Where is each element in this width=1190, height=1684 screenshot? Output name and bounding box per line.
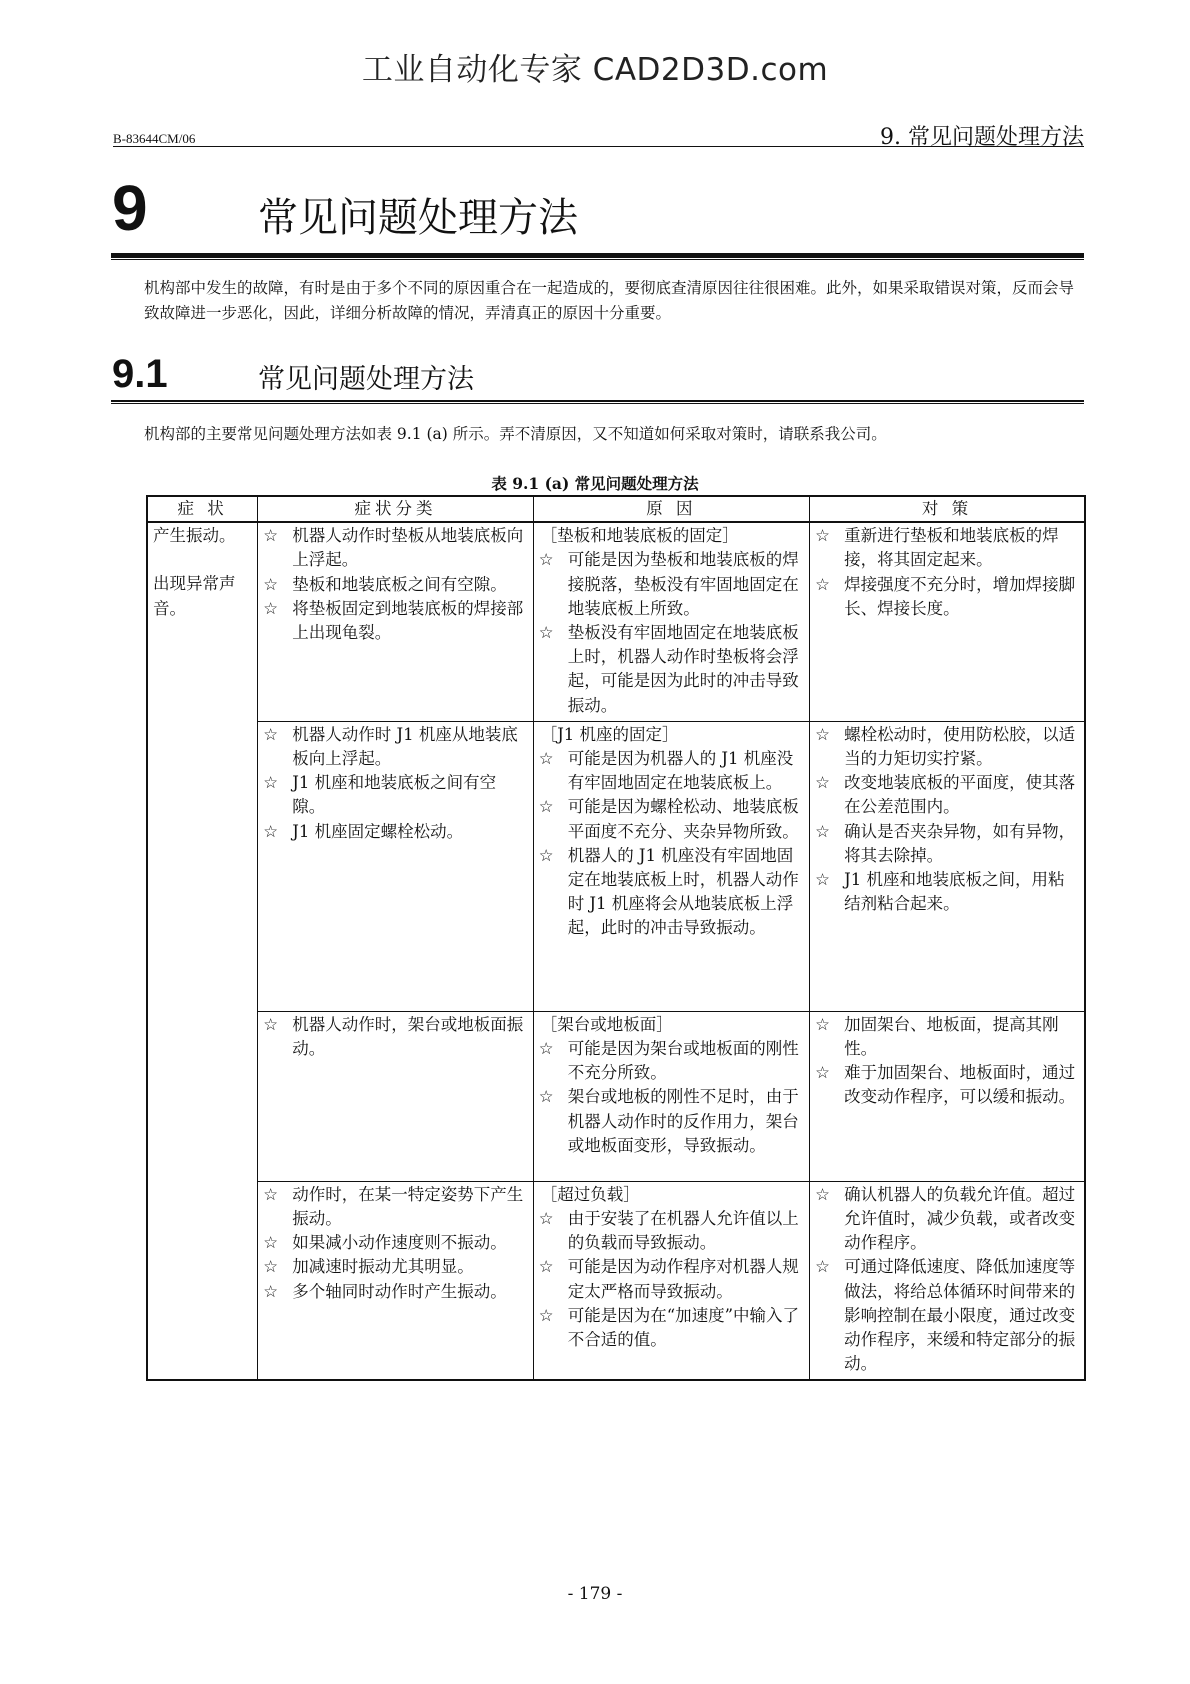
section-number: 9.1 [112, 352, 168, 396]
running-header: 9. 常见问题处理方法 [880, 125, 1084, 150]
list-item: ☆ 垫板没有牢固地固定在地装底板上时，机器人动作时垫板将会浮起，可能是因为此时的冲击导致振动。 [539, 621, 804, 718]
header-classification: 症状分类 [258, 496, 533, 522]
table-header-row [147, 496, 1085, 522]
classification-cell [258, 721, 533, 1011]
list-item: ☆ 动作时，在某一特定姿势下产生振动。 [263, 1183, 527, 1231]
table-row [147, 721, 1085, 1011]
table-caption: 表 9.1 (a) 常见问题处理方法 [491, 474, 699, 493]
table-row [147, 1011, 1085, 1181]
list-item: ☆ 垫板和地装底板之间有空隙。 [263, 573, 527, 597]
symptom-cell-continued [147, 1181, 258, 1380]
list-item: ☆ 可能是因为螺栓松动、地装底板平面度不充分、夹杂异物所致。 [539, 795, 804, 843]
classification-cell [258, 522, 533, 721]
table-row [147, 522, 1085, 721]
list-item: ☆ 多个轴同时动作时产生振动。 [263, 1280, 527, 1304]
measure-cell [810, 721, 1085, 1011]
troubleshooting-table [146, 495, 1086, 1381]
symptom-text: 产生振动。 [153, 526, 236, 546]
list-item: ☆ 可通过降低速度、降低加速度等做法，将给总体循环时间带来的影响控制在最小限度，通过改变动作程序，来缓和特定部分的振动。 [815, 1255, 1079, 1376]
cause-heading: ［垫板和地装底板的固定］ [540, 526, 739, 546]
header-rule [113, 146, 1084, 147]
list-item: ☆ J1 机座和地装底板之间有空隙。 [263, 771, 527, 819]
list-item: ☆ 可能是因为垫板和地装底板的焊接脱落，垫板没有牢固地固定在地装底板上所致。 [539, 548, 804, 621]
list-item: ☆ 机器人的 J1 机座没有牢固地固定在地装底板上时，机器人动作时 J1 机座将会从地装底板上浮起，此时的冲击导致振动。 [539, 844, 804, 941]
list-item: ☆ 加减速时振动尤其明显。 [263, 1255, 527, 1279]
list-item: ☆ 改变地装底板的平面度，使其落在公差范围内。 [815, 771, 1079, 819]
list-item: ☆ 焊接强度不充分时，增加焊接脚长、焊接长度。 [815, 573, 1079, 621]
header-measure: 对 策 [810, 496, 1085, 522]
section-rule [111, 400, 1084, 404]
cause-heading: ［超过负载］ [540, 1184, 640, 1204]
list-item: ☆ 如果减小动作速度则不振动。 [263, 1231, 527, 1255]
header-cause: 原 因 [533, 496, 809, 522]
cause-cell [533, 721, 809, 1011]
measure-cell [810, 1181, 1085, 1380]
list-item: ☆ 确认是否夹杂异物，如有异物，将其去除掉。 [815, 820, 1079, 868]
cause-cell [533, 522, 809, 721]
symptom-cell-continued [147, 1011, 258, 1181]
symptom-cell [147, 522, 258, 721]
list-item: ☆ 机器人动作时 J1 机座从地装底板向上浮起。 [263, 723, 527, 771]
cause-cell [533, 1181, 809, 1380]
measure-cell [810, 1011, 1085, 1181]
list-item: ☆ J1 机座和地装底板之间，用粘结剂粘合起来。 [815, 868, 1079, 916]
list-item: ☆ 机器人动作时垫板从地装底板向上浮起。 [263, 524, 527, 572]
list-item: ☆ 将垫板固定到地装底板的焊接部上出现龟裂。 [263, 597, 527, 645]
list-item: ☆ 难于加固架台、地板面时，通过改变动作程序，可以缓和振动。 [815, 1061, 1079, 1109]
classification-cell [258, 1181, 533, 1380]
measure-cell [810, 522, 1085, 721]
list-item: ☆ 螺栓松动时，使用防松胶，以适当的力矩切实拧紧。 [815, 723, 1079, 771]
list-item: ☆ 由于安装了在机器人允许值以上的负载而导致振动。 [539, 1207, 804, 1255]
list-item: ☆ J1 机座固定螺栓松动。 [263, 820, 527, 844]
chapter-title: 常见问题处理方法 [258, 195, 578, 241]
list-item: ☆ 可能是因为在“加速度”中输入了不合适的值。 [539, 1304, 804, 1352]
watermark: 工业自动化专家 CAD2D3D.com [361, 52, 829, 88]
list-item: ☆ 可能是因为动作程序对机器人规定太严格而导致振动。 [539, 1255, 804, 1303]
section-title: 常见问题处理方法 [258, 364, 474, 395]
classification-cell [258, 1011, 533, 1181]
cause-cell [533, 1011, 809, 1181]
cause-heading: ［架台或地板面］ [540, 1014, 673, 1034]
list-item: ☆ 重新进行垫板和地装底板的焊接，将其固定起来。 [815, 524, 1079, 572]
chapter-rule [111, 253, 1084, 260]
list-item: ☆ 可能是因为机器人的 J1 机座没有牢固地固定在地装底板上。 [539, 747, 804, 795]
page-number: - 179 - [567, 1584, 623, 1604]
list-item: ☆ 加固架台、地板面，提高其刚性。 [815, 1013, 1079, 1061]
cause-heading: ［J1 机座的固定］ [540, 724, 679, 744]
symptom-cell-continued [147, 721, 258, 1011]
chapter-number: 9 [112, 172, 148, 244]
doc-id: B-83644CM/06 [113, 131, 196, 146]
list-item: ☆ 机器人动作时，架台或地板面振动。 [263, 1013, 527, 1061]
list-item: ☆ 可能是因为架台或地板面的刚性不充分所致。 [539, 1037, 804, 1085]
list-item: ☆ 确认机器人的负载允许值。超过允许值时，减少负载，或者改变动作程序。 [815, 1183, 1079, 1256]
table-row [147, 1181, 1085, 1380]
list-item: ☆ 架台或地板的刚性不足时，由于机器人动作时的反作用力，架台或地板面变形，导致振动。 [539, 1085, 804, 1158]
chapter-intro: 机构部中发生的故障，有时是由于多个不同的原因重合在一起造成的，要彻底查清原因往往很困难。此外，如果采取错误对策，反而会导致故障进一步恶化，因此，详细分析故障的情况，弄清真正的原因十分重要。 [144, 279, 1075, 322]
header-symptom: 症 状 [147, 496, 258, 522]
section-intro: 机构部的主要常见问题处理方法如表 9.1 (a) 所示。弄不清原因，又不知道如何采取对策时，请联系我公司。 [144, 425, 887, 443]
symptom-text: 出现异常声音。 [153, 574, 236, 618]
